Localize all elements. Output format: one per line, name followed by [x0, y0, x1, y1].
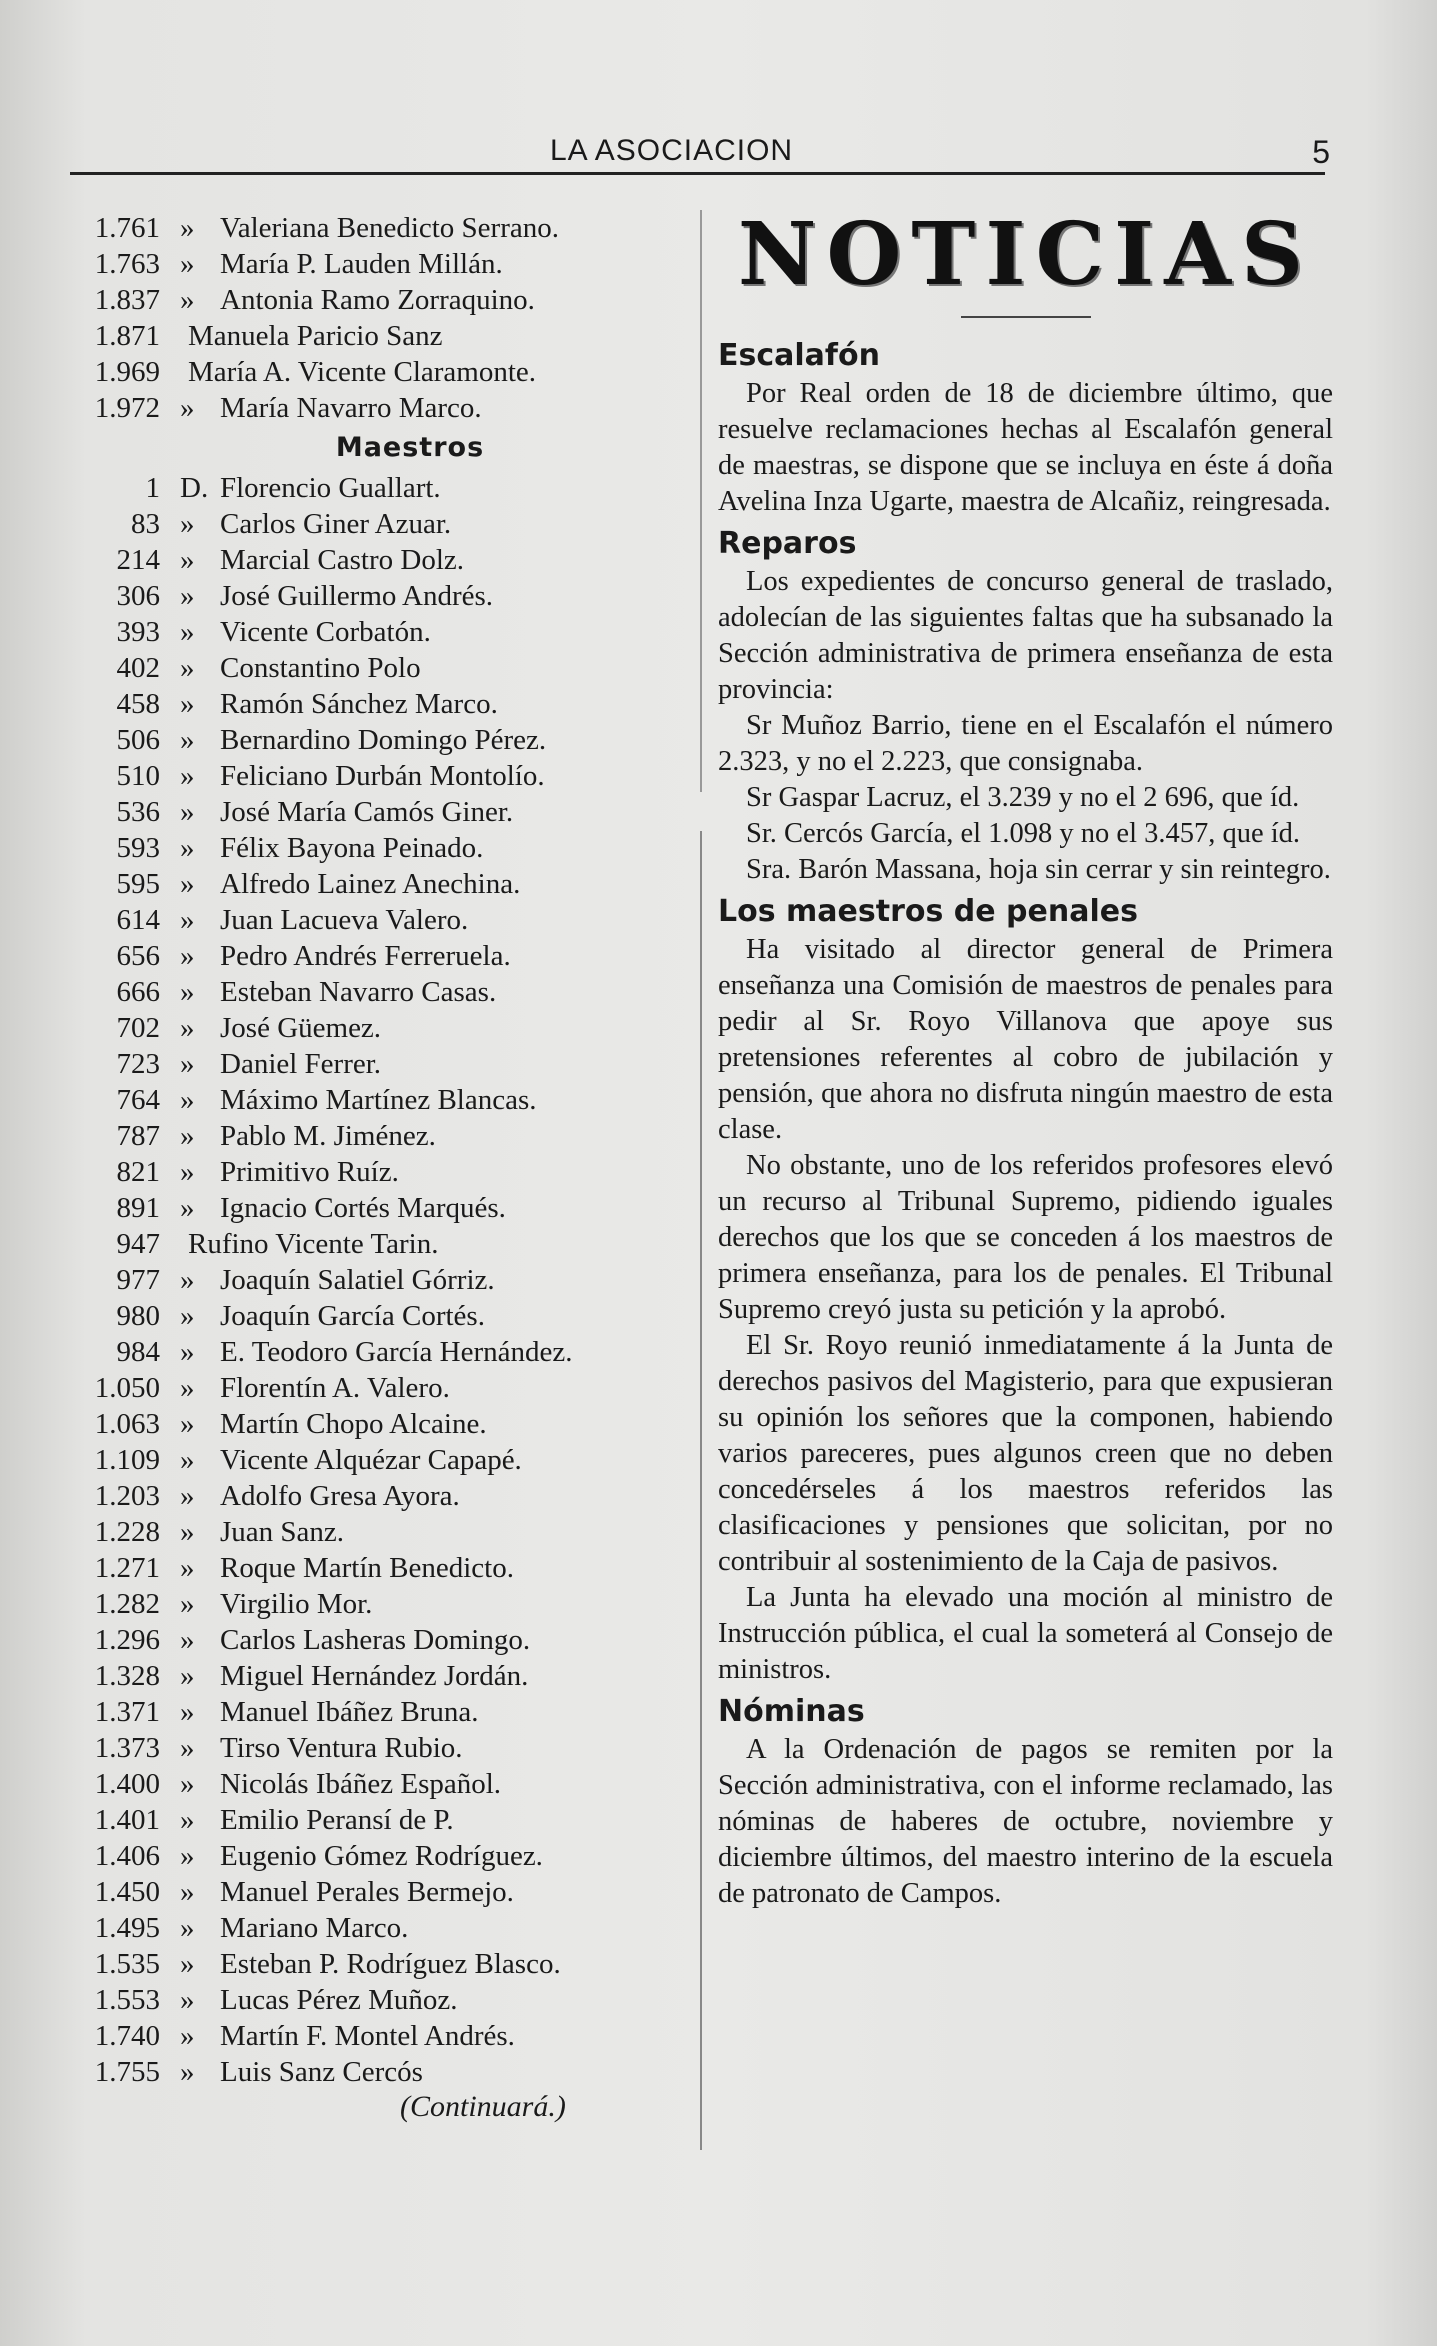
person-name: Rufino Vicente Tarin. — [188, 1228, 439, 1260]
news-section-title: Nóminas — [718, 1694, 865, 1729]
escalafon-number: 1.871 — [94, 320, 160, 352]
roster-entry — [80, 354, 680, 390]
escalafon-number: 1.063 — [94, 1408, 160, 1440]
person-name: Carlos Giner Azuar. — [220, 508, 452, 540]
escalafon-number: 1.761 — [94, 212, 160, 244]
person-name: Manuel Ibáñez Bruna. — [220, 1696, 479, 1728]
roster-entry — [80, 902, 680, 938]
person-name: Primitivo Ruíz. — [220, 1156, 399, 1188]
roster-entry — [80, 506, 680, 542]
person-name: Emilio Peransí de P. — [220, 1804, 454, 1836]
escalafon-number: 1.969 — [94, 356, 160, 388]
person-name: Tirso Ventura Rubio. — [220, 1732, 463, 1764]
roster-entry — [80, 1298, 680, 1334]
roster-entry — [80, 282, 680, 318]
roster-entry — [80, 1766, 680, 1802]
roster-entry — [80, 1226, 680, 1262]
roster-entry — [80, 2054, 680, 2090]
escalafon-number: 1.535 — [94, 1948, 160, 1980]
escalafon-number: 1.373 — [94, 1732, 160, 1764]
escalafon-number: 1.371 — [94, 1696, 160, 1728]
ditto-mark: » — [180, 508, 195, 540]
roster-entry — [80, 210, 680, 246]
escalafon-number: 593 — [116, 832, 160, 864]
ditto-mark: » — [180, 940, 195, 972]
roster-entry — [80, 1550, 680, 1586]
person-name: Antonia Ramo Zorraquino. — [220, 284, 535, 316]
roster-entry — [80, 1694, 680, 1730]
ditto-mark: » — [180, 1804, 195, 1836]
ditto-mark: » — [180, 1516, 195, 1548]
ditto-mark: » — [180, 832, 195, 864]
ditto-mark: » — [180, 1768, 195, 1800]
roster-entry — [80, 1262, 680, 1298]
ditto-mark: » — [180, 652, 195, 684]
column-divider — [700, 210, 702, 2150]
ditto-mark: » — [180, 1084, 195, 1116]
roster-entry — [80, 1622, 680, 1658]
continued-note: (Continuará.) — [400, 2090, 566, 2123]
noticias-masthead: NOTICIAS — [737, 204, 1314, 305]
escalafon-number: 984 — [116, 1336, 160, 1368]
person-name: Carlos Lasheras Domingo. — [220, 1624, 531, 1656]
header-rule — [70, 172, 1325, 175]
person-name: Florencio Guallart. — [220, 472, 441, 504]
roster-entry — [80, 2018, 680, 2054]
ditto-mark: » — [180, 1336, 195, 1368]
roster-entry — [80, 1478, 680, 1514]
person-name: Constantino Polo — [220, 652, 421, 684]
roster-entry — [80, 1190, 680, 1226]
news-paragraph: Sr Muñoz Barrio, tiene en el Escalafón el número 2.323, y no el 2.223, que consignaba. — [718, 710, 1333, 777]
escalafon-number: 1.553 — [94, 1984, 160, 2016]
person-name: Roque Martín Benedicto. — [220, 1552, 514, 1584]
person-name: Feliciano Durbán Montolío. — [220, 760, 545, 792]
person-name: Esteban Navarro Casas. — [220, 976, 497, 1008]
escalafon-number: 1.495 — [94, 1912, 160, 1944]
roster-entry — [80, 470, 680, 506]
escalafon-number: 821 — [116, 1156, 160, 1188]
roster-entry — [80, 1010, 680, 1046]
person-name: José Guillermo Andrés. — [220, 580, 494, 612]
escalafon-number: 787 — [116, 1120, 160, 1152]
ditto-mark: » — [180, 580, 195, 612]
person-name: María A. Vicente Claramonte. — [188, 356, 537, 388]
escalafon-number: 723 — [116, 1048, 160, 1080]
roster-entry — [80, 1370, 680, 1406]
maestros-heading: Maestros — [335, 432, 485, 463]
person-name: E. Teodoro García Hernández. — [220, 1336, 573, 1368]
roster-entry — [80, 1586, 680, 1622]
ditto-mark: » — [180, 1840, 195, 1872]
roster-entry — [80, 578, 680, 614]
escalafon-number: 510 — [116, 760, 160, 792]
escalafon-number: 1.740 — [94, 2020, 160, 2052]
news-paragraph: El Sr. Royo reunió inmediatamente á la Junta de derechos pasivos del Magisterio, para que expusieran su opinión los señores que la componen, habiendo varios pareceres, pues algunos creen que no deben concedérseles á los maestros referidos las clasificaciones y pensiones que solicitan, por no contribuir al sostenimiento de la Caja de pasivos. — [718, 1330, 1333, 1577]
person-name: Pedro Andrés Ferreruela. — [220, 940, 511, 972]
news-section-title: Reparos — [718, 526, 857, 561]
ditto-mark: » — [180, 1408, 195, 1440]
page-number: 5 — [1312, 134, 1330, 170]
ditto-mark: » — [180, 1192, 195, 1224]
escalafon-number: 536 — [116, 796, 160, 828]
roster-entry — [80, 1154, 680, 1190]
escalafon-number: 947 — [116, 1228, 160, 1260]
person-name: Máximo Martínez Blancas. — [220, 1084, 537, 1116]
person-name: Pablo M. Jiménez. — [220, 1120, 436, 1152]
ditto-mark: » — [180, 1912, 195, 1944]
escalafon-number: 1 — [145, 472, 160, 504]
ditto-mark: » — [180, 1552, 195, 1584]
escalafon-number: 506 — [116, 724, 160, 756]
roster-entry — [80, 1658, 680, 1694]
ditto-mark: » — [180, 724, 195, 756]
person-name: Miguel Hernández Jordán. — [220, 1660, 529, 1692]
escalafon-number: 214 — [116, 544, 160, 576]
roster-entry — [80, 1406, 680, 1442]
person-name: Joaquín Salatiel Górriz. — [220, 1264, 495, 1296]
escalafon-number: 1.228 — [94, 1516, 160, 1548]
ditto-mark: » — [180, 904, 195, 936]
roster-entry — [80, 1946, 680, 1982]
news-section-title: Los maestros de penales — [718, 894, 1138, 929]
roster-entry — [80, 866, 680, 902]
escalafon-number: 891 — [116, 1192, 160, 1224]
news-paragraph: A la Ordenación de pagos se remiten por la Sección administrativa, con el informe reclamado, las nóminas de haberes de octubre, noviembre y diciembre últimos, del maestro interino de la escuela de patronato de Campos. — [718, 1734, 1333, 1909]
ditto-mark: » — [180, 1984, 195, 2016]
person-name: Alfredo Lainez Anechina. — [220, 868, 521, 900]
roster-entry — [80, 1730, 680, 1766]
maestras-list — [80, 210, 680, 426]
news-paragraph: Sr. Cercós García, el 1.098 y no el 3.457, que íd. — [746, 818, 1301, 849]
ditto-mark: » — [180, 976, 195, 1008]
ditto-mark: » — [180, 2020, 195, 2052]
ditto-mark: » — [180, 1372, 195, 1404]
person-name: Martín Chopo Alcaine. — [220, 1408, 487, 1440]
person-name: María Navarro Marco. — [220, 392, 482, 424]
news-paragraph: Los expedientes de concurso general de traslado, adolecían de las siguientes faltas que ha subsanado la Sección administrativa de primera enseñanza de esta provincia: — [718, 566, 1333, 705]
escalafon-number: 1.328 — [94, 1660, 160, 1692]
escalafon-number: 702 — [116, 1012, 160, 1044]
person-name: Virgilio Mor. — [220, 1588, 373, 1620]
escalafon-number: 83 — [131, 508, 160, 540]
person-name: Ignacio Cortés Marqués. — [220, 1192, 506, 1224]
ditto-mark: D. — [180, 472, 209, 504]
escalafon-number: 614 — [116, 904, 160, 936]
news-paragraph: Por Real orden de 18 de diciembre último, que resuelve reclamaciones hechas al Escalafón general de maestras, se dispone que se incluya en éste á doña Avelina Inza Ugarte, maestra de Alcañiz, reingresada. — [718, 378, 1333, 517]
ditto-mark: » — [180, 688, 195, 720]
escalafon-number: 1.400 — [94, 1768, 160, 1800]
escalafon-number: 1.271 — [94, 1552, 160, 1584]
roster-entry — [80, 1514, 680, 1550]
escalafon-number: 1.450 — [94, 1876, 160, 1908]
ditto-mark: » — [180, 868, 195, 900]
person-name: Martín F. Montel Andrés. — [220, 2020, 515, 2052]
ditto-mark: » — [180, 1624, 195, 1656]
escalafon-number: 1.282 — [94, 1588, 160, 1620]
ditto-mark: » — [180, 1156, 195, 1188]
person-name: Lucas Pérez Muñoz. — [220, 1984, 458, 2016]
publication-title: LA ASOCIACION — [550, 134, 794, 167]
ditto-mark: » — [180, 1948, 195, 1980]
ditto-mark: » — [180, 544, 195, 576]
roster-entry — [80, 686, 680, 722]
roster-entry — [80, 614, 680, 650]
ditto-mark: » — [180, 760, 195, 792]
ditto-mark: » — [180, 1012, 195, 1044]
person-name: Adolfo Gresa Ayora. — [220, 1480, 460, 1512]
person-name: José María Camós Giner. — [220, 796, 514, 828]
roster-entry — [80, 1082, 680, 1118]
person-name: Valeriana Benedicto Serrano. — [220, 212, 559, 244]
masthead-rule — [961, 316, 1091, 318]
escalafon-number: 764 — [116, 1084, 160, 1116]
news-paragraph: Sr Gaspar Lacruz, el 3.239 y no el 2 696, que íd. — [746, 782, 1300, 813]
ditto-mark: » — [180, 796, 195, 828]
roster-entry — [80, 390, 680, 426]
person-name: Joaquín García Cortés. — [220, 1300, 485, 1332]
roster-entry — [80, 1838, 680, 1874]
roster-entry — [80, 650, 680, 686]
roster-entry — [80, 794, 680, 830]
roster-entry — [80, 1802, 680, 1838]
escalafon-number: 1.837 — [94, 284, 160, 316]
person-name: Marcial Castro Dolz. — [220, 544, 465, 576]
person-name: Luis Sanz Cercós — [220, 2056, 423, 2088]
ditto-mark: » — [180, 2056, 195, 2088]
ditto-mark: » — [180, 1264, 195, 1296]
escalafon-number: 306 — [116, 580, 160, 612]
person-name: Florentín A. Valero. — [220, 1372, 450, 1404]
roster-entry — [80, 318, 680, 354]
person-name: Mariano Marco. — [220, 1912, 409, 1944]
ditto-mark: » — [180, 1876, 195, 1908]
roster-entry — [80, 1334, 680, 1370]
ditto-mark: » — [180, 392, 195, 424]
roster-entry — [80, 938, 680, 974]
ditto-mark: » — [180, 616, 195, 648]
roster-entry — [80, 246, 680, 282]
roster-entry — [80, 1874, 680, 1910]
roster-entry — [80, 1442, 680, 1478]
escalafon-number: 595 — [116, 868, 160, 900]
escalafon-number: 977 — [116, 1264, 160, 1296]
person-name: Manuel Perales Bermejo. — [220, 1876, 514, 1908]
news-section-title: Escalafón — [718, 338, 880, 373]
escalafon-number: 1.406 — [94, 1840, 160, 1872]
news-paragraph: Sra. Barón Massana, hoja sin cerrar y sin reintegro. — [746, 854, 1331, 885]
news-paragraph: Ha visitado al director general de Primera enseñanza una Comisión de maestros de penales para pedir al Sr. Royo Villanova que apoye sus pretensiones referentes al cobro de jubilación y pensión, que ahora no disfruta ningún maestro de esta clase. — [718, 934, 1333, 1145]
ditto-mark: » — [180, 1480, 195, 1512]
escalafon-number: 666 — [116, 976, 160, 1008]
escalafon-number: 1.763 — [94, 248, 160, 280]
roster-entry — [80, 758, 680, 794]
ditto-mark: » — [180, 248, 195, 280]
person-name: José Güemez. — [220, 1012, 382, 1044]
person-name: Manuela Paricio Sanz — [188, 320, 443, 352]
roster-entry — [80, 1982, 680, 2018]
person-name: Daniel Ferrer. — [220, 1048, 382, 1080]
roster-entry — [80, 542, 680, 578]
person-name: Vicente Alquézar Capapé. — [220, 1444, 522, 1476]
escalafon-number: 458 — [116, 688, 160, 720]
ditto-mark: » — [180, 284, 195, 316]
news-column — [718, 200, 1333, 1912]
news-paragraph: No obstante, uno de los referidos profesores elevó un recurso al Tribunal Supremo, pidiendo iguales derechos que los que se conceden á los maestros de primera enseñanza, para los de penales. El Tribunal Supremo creyó justa su petición y la aprobó. — [718, 1150, 1333, 1325]
roster-entry — [80, 974, 680, 1010]
escalafon-number: 402 — [116, 652, 160, 684]
escalafon-number: 656 — [116, 940, 160, 972]
roster-entry — [80, 722, 680, 758]
escalafon-number: 1.755 — [94, 2056, 160, 2088]
escalafon-number: 1.109 — [94, 1444, 160, 1476]
ditto-mark: » — [180, 212, 195, 244]
person-name: Ramón Sánchez Marco. — [220, 688, 498, 720]
ditto-mark: » — [180, 1696, 195, 1728]
person-name: Eugenio Gómez Rodríguez. — [220, 1840, 543, 1872]
roster-entry — [80, 1046, 680, 1082]
escalafon-number: 1.203 — [94, 1480, 160, 1512]
news-sections — [718, 336, 1333, 1912]
ditto-mark: » — [180, 1444, 195, 1476]
ditto-mark: » — [180, 1588, 195, 1620]
escalafon-number: 1.972 — [94, 392, 160, 424]
person-name: Nicolás Ibáñez Español. — [220, 1768, 502, 1800]
escalafon-number: 1.296 — [94, 1624, 160, 1656]
escalafon-number: 1.050 — [94, 1372, 160, 1404]
news-paragraph: La Junta ha elevado una moción al ministro de Instrucción pública, el cual la someterá al Consejo de ministros. — [718, 1582, 1333, 1685]
ditto-mark: » — [180, 1048, 195, 1080]
person-name: Félix Bayona Peinado. — [220, 832, 484, 864]
ditto-mark: » — [180, 1300, 195, 1332]
ditto-mark: » — [180, 1660, 195, 1692]
person-name: Esteban P. Rodríguez Blasco. — [220, 1948, 561, 1980]
roster-column — [80, 210, 680, 2090]
person-name: Juan Lacueva Valero. — [220, 904, 469, 936]
person-name: Bernardino Domingo Pérez. — [220, 724, 547, 756]
roster-entry — [80, 830, 680, 866]
escalafon-number: 1.401 — [94, 1804, 160, 1836]
roster-entry — [80, 1910, 680, 1946]
ditto-mark: » — [180, 1732, 195, 1764]
person-name: Juan Sanz. — [220, 1516, 345, 1548]
maestros-list — [80, 470, 680, 2090]
roster-entry — [80, 1118, 680, 1154]
ditto-mark: » — [180, 1120, 195, 1152]
person-name: María P. Lauden Millán. — [220, 248, 503, 280]
escalafon-number: 393 — [116, 616, 160, 648]
escalafon-number: 980 — [116, 1300, 160, 1332]
person-name: Vicente Corbatón. — [220, 616, 431, 648]
